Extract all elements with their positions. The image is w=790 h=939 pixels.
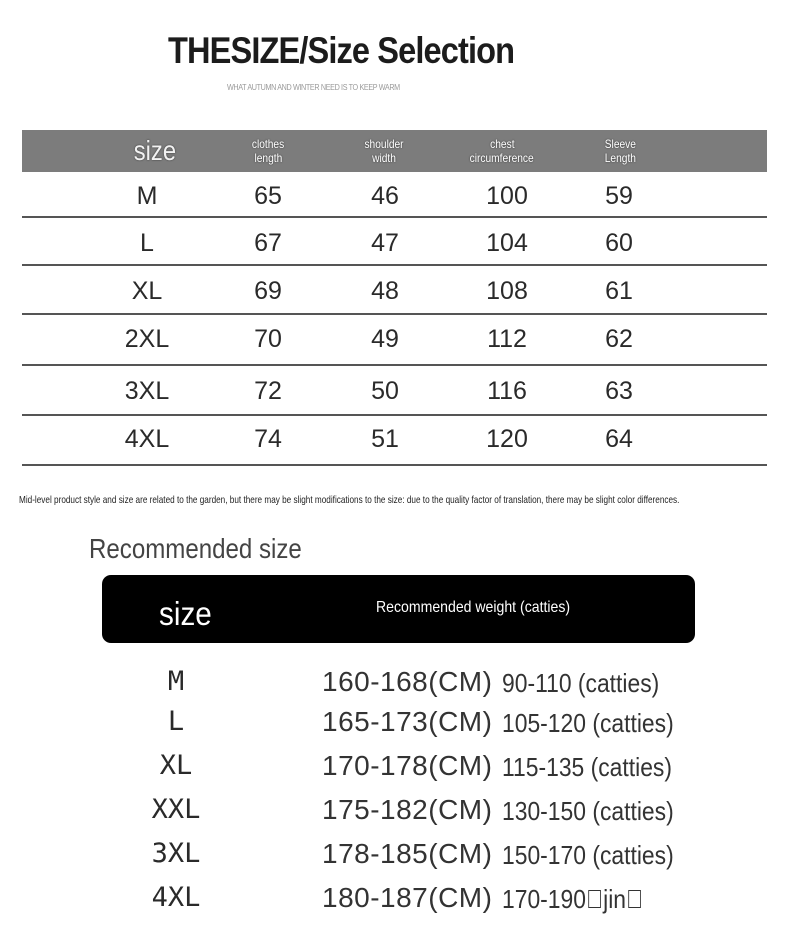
cell-chest: 120 [486, 425, 528, 453]
header-sleeve-length: Sleeve Length [604, 137, 636, 165]
cell-sleeve: 64 [605, 425, 633, 453]
table-row [22, 368, 767, 414]
recommended-size: XXL [151, 794, 201, 825]
page-title: THESIZE/Size Selection [168, 30, 515, 71]
cell-chest: 108 [486, 277, 528, 305]
cell-sleeve: 59 [605, 182, 633, 210]
cell-length: 74 [254, 425, 282, 453]
list-item [0, 706, 790, 750]
cell-shoulder: 50 [371, 377, 399, 405]
recommended-height: 175-182(CM) [322, 794, 493, 825]
list-item [0, 750, 790, 794]
header-shoulder-width: shoulder width [364, 137, 404, 165]
cell-chest: 112 [487, 325, 527, 353]
size-note: Mid-level product style and size are related to the garden, but there may be slight modifications to the size: due to the quality factor of translation, there may be slight color differences. [19, 494, 680, 506]
cell-length: 72 [254, 377, 282, 405]
recommended-size: 4XL [151, 882, 201, 913]
header-clothes-length: clothes length [251, 137, 285, 165]
row-divider [22, 364, 767, 366]
recommended-title: Recommended size [89, 533, 302, 564]
recommended-weight: 90-110 (catties) [502, 668, 660, 698]
row-divider [22, 216, 767, 218]
recommended-height: 165-173(CM) [322, 706, 493, 737]
recommended-table-header [102, 575, 695, 643]
cell-shoulder: 47 [371, 229, 399, 257]
row-divider [22, 264, 767, 266]
recommended-size: M [167, 666, 185, 697]
row-divider [22, 464, 767, 466]
cell-size: 2XL [124, 325, 170, 353]
recommended-weight: 115-135 (catties) [502, 752, 672, 782]
recommended-size: 3XL [151, 838, 201, 869]
recommended-size: XL [159, 750, 193, 781]
cell-length: 65 [254, 182, 282, 210]
cell-chest: 100 [486, 182, 528, 210]
cell-size: 3XL [124, 377, 170, 405]
list-item [0, 794, 790, 838]
cell-chest: 104 [486, 229, 528, 257]
recommended-size: L [167, 706, 185, 737]
list-item [0, 882, 790, 926]
recommended-height: 160-168(CM) [322, 666, 493, 697]
cell-length: 67 [254, 229, 282, 257]
cell-size: M [136, 182, 158, 210]
cell-sleeve: 62 [605, 325, 633, 353]
cell-size: L [140, 229, 154, 257]
cell-sleeve: 60 [605, 229, 633, 257]
list-item [0, 666, 790, 710]
header-size: size [133, 135, 177, 166]
cell-shoulder: 46 [371, 182, 399, 210]
cell-size: 4XL [124, 425, 170, 453]
table-row [22, 268, 767, 314]
table-row [22, 316, 767, 362]
recommended-weight: 170-190 jin  [502, 884, 644, 914]
recommended-header-size: size [159, 595, 212, 632]
recommended-weight: 105-120 (catties) [502, 708, 674, 738]
cell-sleeve: 61 [605, 277, 633, 305]
recommended-height: 178-185(CM) [322, 838, 493, 869]
row-divider [22, 313, 767, 315]
recommended-weight: 130-150 (catties) [502, 796, 674, 826]
recommended-weight: 150-170 (catties) [502, 840, 674, 870]
recommended-height: 180-187(CM) [322, 882, 493, 913]
cell-length: 69 [254, 277, 282, 305]
recommended-header-weight: Recommended weight (catties) [376, 599, 571, 616]
table-row [22, 416, 767, 462]
cell-shoulder: 51 [371, 425, 399, 453]
table-row [22, 220, 767, 266]
table-row [22, 173, 767, 219]
cell-size: XL [131, 277, 163, 305]
cell-shoulder: 49 [371, 325, 399, 353]
cell-shoulder: 48 [371, 277, 399, 305]
size-table-header [22, 130, 767, 172]
list-item [0, 838, 790, 882]
header-chest-circumference: chest circumference [469, 137, 535, 165]
page-subtitle: WHAT AUTUMN AND WINTER NEED IS TO KEEP WARM [227, 83, 400, 92]
cell-length: 70 [254, 325, 282, 353]
recommended-height: 170-178(CM) [322, 750, 493, 781]
cell-sleeve: 63 [605, 377, 633, 405]
cell-chest: 116 [487, 377, 527, 405]
